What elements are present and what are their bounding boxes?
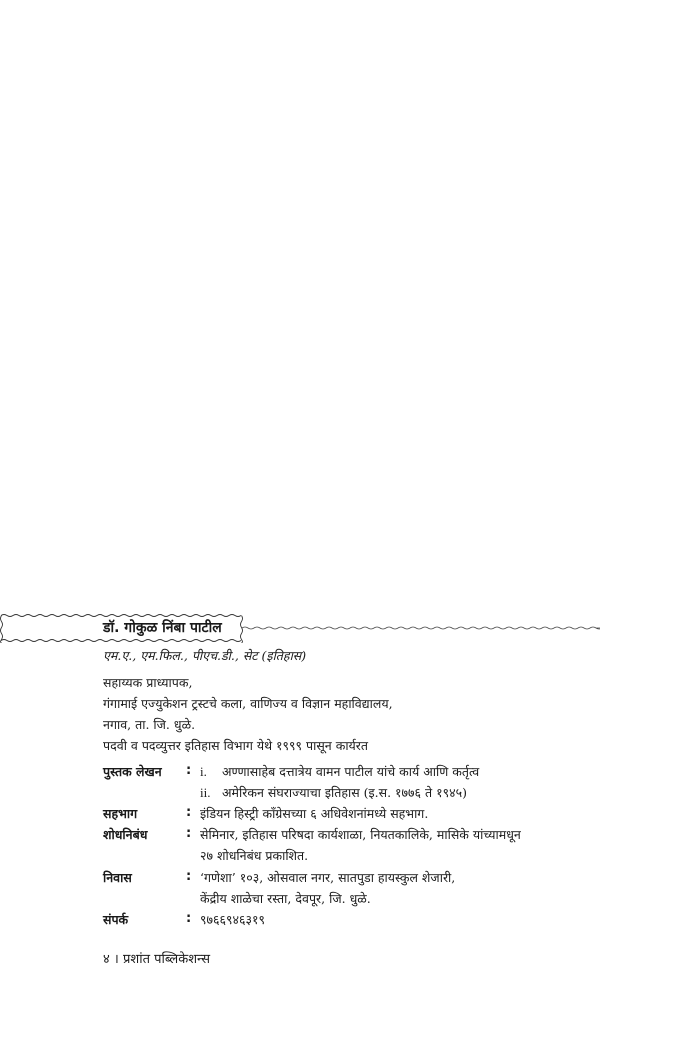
author-name-banner xyxy=(0,612,600,644)
participation-colon: : xyxy=(186,805,192,820)
books-colon: : xyxy=(186,763,192,778)
book-item-1-title: अण्णासाहेब दत्तात्रेय वामन पाटील यांचे कार्य आणि कर्तृत्व xyxy=(222,764,480,779)
page-footer xyxy=(103,949,210,967)
research-label: शोधनिबंध xyxy=(103,827,148,842)
book-item-2-number: ii. xyxy=(200,785,211,800)
contact-label: संपर्क xyxy=(103,912,129,927)
research-value-line-1: सेमिनार, इतिहास परिषदा कार्यशाळा, नियतकालिके, मासिके यांच्यामधून xyxy=(200,827,521,842)
bio-line-department: पदवी व पदव्युत्तर इतिहास विभाग येथे १९९९ पासून कार्यरत xyxy=(103,738,369,753)
research-colon: : xyxy=(186,826,192,841)
bio-line-college: गंगामाई एज्युकेशन ट्रस्टचे कला, वाणिज्य व विज्ञान महाविद्यालय, xyxy=(103,696,393,711)
contact-value: ९७६६९४६३१९ xyxy=(200,912,266,927)
page-number: ४ xyxy=(103,952,110,967)
info-row-contact xyxy=(103,911,623,931)
research-value-line-2: २७ शोधनिबंध प्रकाशित. xyxy=(200,848,309,863)
contact-colon: : xyxy=(186,911,192,926)
info-row-books xyxy=(103,763,623,783)
residence-value-line-1: ‘गणेशा’ १०३, ओसवाल नगर, सातपुडा हायस्कुल शेजारी, xyxy=(200,870,456,885)
book-item-1-number: i. xyxy=(200,764,207,779)
publisher-name: प्रशांत पब्लिकेशन्स xyxy=(122,952,211,967)
participation-value: इंडियन हिस्ट्री कॉंग्रेसच्या ६ अधिवेशनांमध्ये सहभाग. xyxy=(200,806,429,821)
residence-value-line-2: केंद्रीय शाळेचा रस्ता, देवपूर, जि. धुळे. xyxy=(200,891,371,906)
bio-line-designation: सहाय्यक प्राध्यापक, xyxy=(103,675,193,690)
info-row-residence xyxy=(103,869,623,889)
author-qualifications: एम.ए., एम.फिल., पीएच.डी., सेट (इतिहास) xyxy=(103,648,307,663)
residence-colon: : xyxy=(186,869,192,884)
participation-label: सहभाग xyxy=(103,806,138,821)
wavy-border-decoration xyxy=(0,612,600,644)
info-row-residence-cont xyxy=(103,890,623,910)
bio-line-location: नगाव, ता. जि. धुळे. xyxy=(103,717,196,732)
info-row-participation xyxy=(103,805,623,825)
author-name: डॉ. गोकुळ निंबा पाटील xyxy=(103,620,222,636)
book-item-2-title: अमेरिकन संघराज्याचा इतिहास (इ.स. १७७६ ते १९४५) xyxy=(222,785,467,800)
info-row-books-cont xyxy=(103,784,623,804)
book-item-2 xyxy=(200,784,467,801)
info-row-research-cont xyxy=(103,847,623,867)
books-label: पुस्तक लेखन xyxy=(103,764,162,779)
info-row-research xyxy=(103,826,623,846)
footer-separator: । xyxy=(113,952,119,967)
book-item-1 xyxy=(200,763,479,780)
residence-label: निवास xyxy=(103,870,132,885)
